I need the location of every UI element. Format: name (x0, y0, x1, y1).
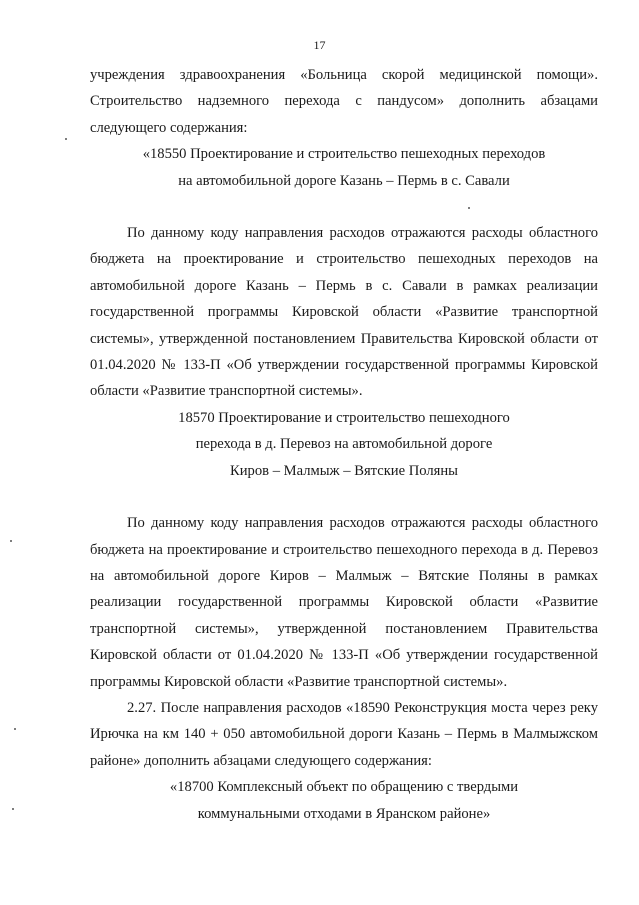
document-body (90, 62, 598, 827)
heading-line: на автомобильной дороге Казань – Пермь в с. Савали (178, 172, 510, 189)
body-paragraph: По данному коду направления расходов отражаются расходы областного бюджета на проектирование и строительство пешеходных переходов на автомобильной дороге Казань – Пермь в с. Савали в рамках реализации государственной программы Кировской области «Развитие транспортной системы», утвержденной постановлением Правительства Кировской области от 01.04.2020 № 133-П «Об утверждении государственной программы Кировской области «Развитие транспортной системы». (90, 225, 598, 400)
centered-heading (90, 405, 598, 484)
centered-heading (90, 141, 598, 194)
vertical-spacer (90, 484, 598, 510)
scan-speck (14, 728, 16, 730)
heading-line: «18550 Проектирование и строительство пешеходных переходов (142, 146, 546, 163)
page-number: 17 (313, 38, 326, 52)
scan-speck (12, 808, 14, 810)
body-paragraph: По данному коду направления расходов отражаются расходы областного бюджета на проектирование и строительство пешеходного перехода в д. Перевоз на автомобильной дороге Киров – Малмыж – Вятские Поляны в рамках реализации государственной программы Кировской области «Развитие транспортной системы», утвержденной постановлением Правительства Кировской области от 01.04.2020 № 133-П «Об утверждении государственной программы Кировской области «Развитие транспортной системы». (90, 515, 598, 690)
heading-line: коммунальными отходами в Яранском районе» (197, 805, 491, 822)
vertical-spacer (90, 194, 598, 220)
heading-line: 18570 Проектирование и строительство пешеходного (178, 409, 510, 426)
heading-line: «18700 Комплексный объект по обращению с твердыми (169, 779, 519, 796)
centered-heading (90, 774, 598, 827)
scan-speck (65, 138, 67, 140)
heading-line: перехода в д. Перевоз на автомобильной дороге (195, 436, 493, 453)
scan-speck (10, 540, 12, 542)
body-paragraph: учреждения здравоохранения «Больница скорой медицинской помощи». Строительство надземного перехода с пандусом» дополнить абзацами следующего содержания: (90, 67, 598, 136)
scan-speck (468, 207, 470, 209)
body-paragraph: 2.27. После направления расходов «18590 Реконструкция моста через реку Ирючка на км 140 + 050 автомобильной дороги Казань – Пермь в Малмыжском районе» дополнить абзацами следующего содержания: (90, 699, 598, 769)
heading-line: Киров – Малмыж – Вятские Поляны (230, 462, 458, 479)
